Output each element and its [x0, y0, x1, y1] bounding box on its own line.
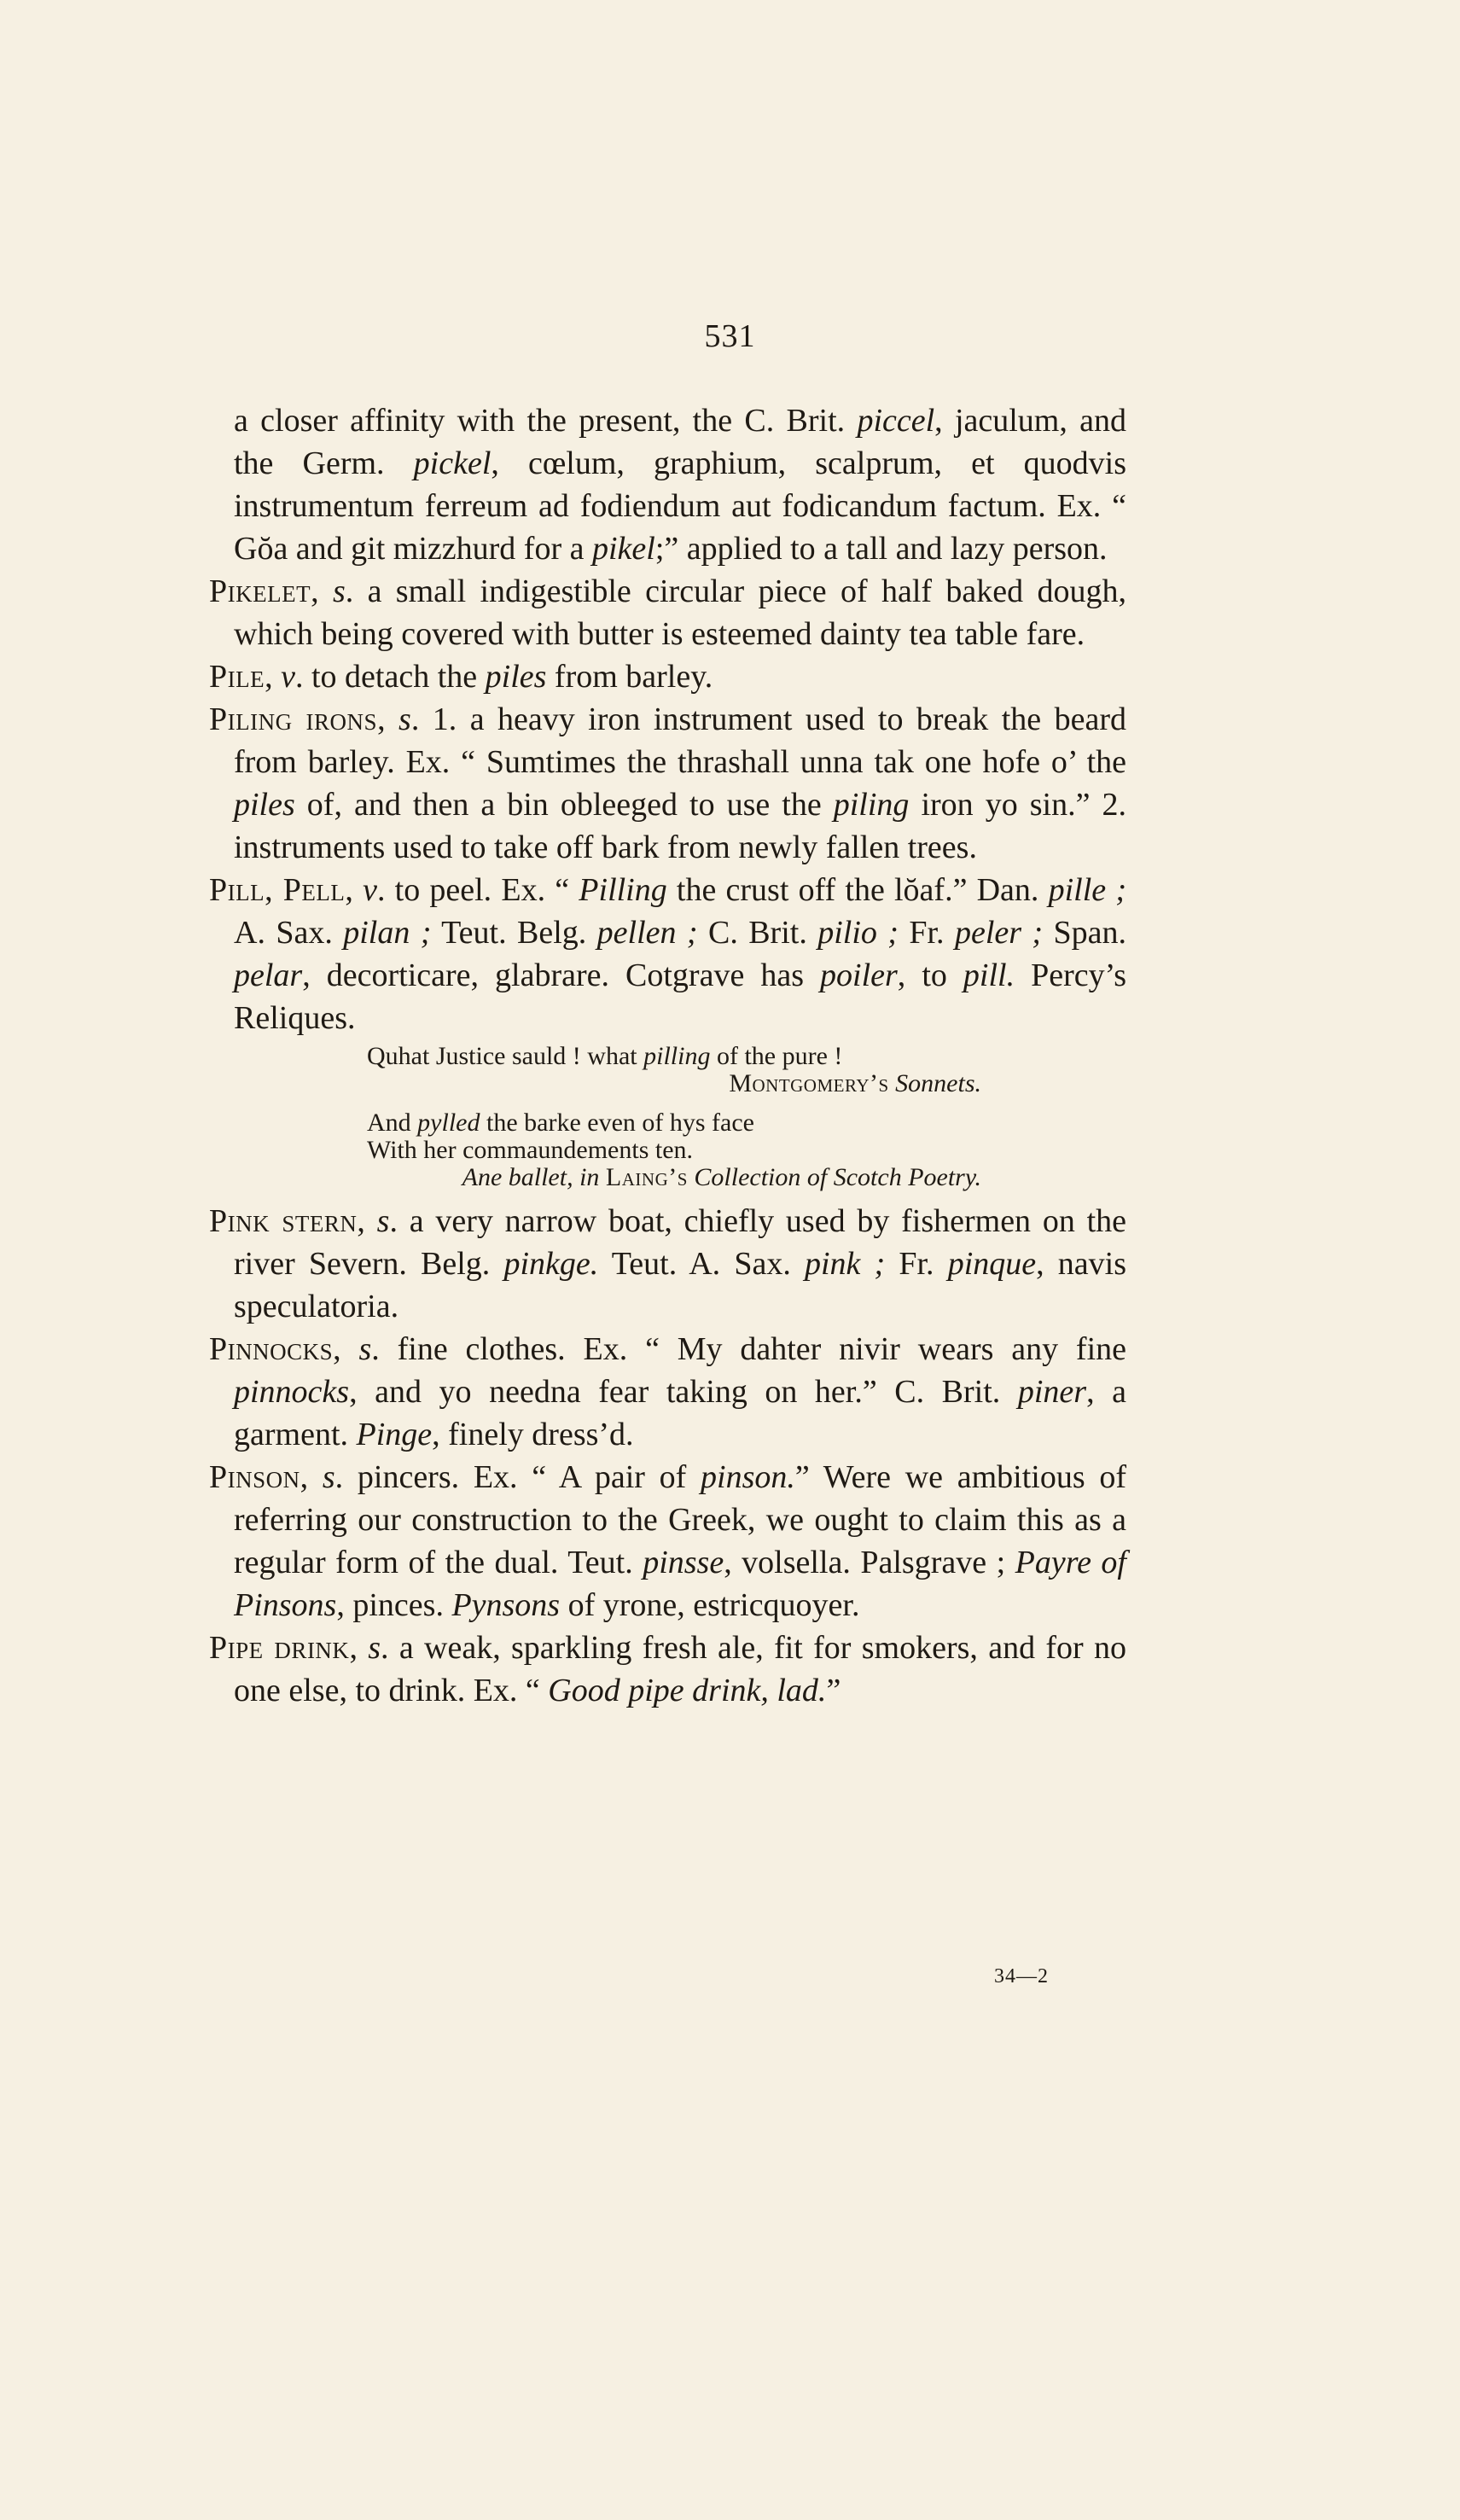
italic-word: Payre of Pinsons — [234, 1545, 1126, 1623]
headword: Pinson — [209, 1459, 300, 1495]
work-title: Collection of Scotch Poetry. — [687, 1163, 981, 1191]
entry-pill-pell — [209, 869, 1126, 1039]
headword: Pinnocks — [209, 1331, 334, 1367]
text-run: the crust off the lŏaf.” Dan. — [666, 872, 1049, 908]
italic-word: pinson. — [701, 1459, 795, 1495]
work-title: Sonnets. — [888, 1069, 981, 1097]
text-run: , and yo needna fear taking on her.” C. Brit. — [349, 1374, 1018, 1410]
text-run: ” Were we ambitious of referring our construction to the Greek, we ought to claim this as a regular form of the dual. Teut. — [234, 1459, 1126, 1580]
italic-word: piccel — [857, 403, 935, 439]
part-of-speech: s — [368, 1630, 381, 1666]
part-of-speech: s — [358, 1331, 372, 1367]
headword: Pink stern — [209, 1203, 358, 1239]
italic-word: pelar — [234, 957, 303, 993]
italic-word: pinque — [947, 1246, 1037, 1282]
part-of-speech: v — [281, 659, 295, 695]
italic-word: pink ; — [804, 1246, 886, 1282]
quote-line: With her commaundements ten. — [367, 1136, 694, 1164]
italic-word: pilio ; — [817, 915, 899, 951]
signature-mark: 34—2 — [994, 1965, 1049, 1987]
author-name: Laing’s — [605, 1163, 688, 1191]
italic-word: piling — [833, 787, 910, 823]
text-run: , — [345, 872, 364, 908]
text-run: the barke even of hys face — [480, 1109, 754, 1137]
text-run: of, and then a bin obleeged to use the — [294, 787, 834, 823]
definition: . a weak, sparkling fresh ale, fit for smokers, and for no one else, to drink. Ex. “ — [234, 1630, 1127, 1708]
part-of-speech: v — [363, 872, 377, 908]
author-name: Montgomery’s — [729, 1069, 889, 1097]
text-run: , cœlum, graphium, scalprum, et quodvis instrumentum ferreum ad fodiendum aut fodicandum factum. Ex. “ Gŏa and git mizzhurd for a — [234, 445, 1126, 567]
text-run: , navis speculatoria. — [234, 1246, 1126, 1324]
text-run: , — [311, 573, 333, 609]
text-run: Span. — [1043, 915, 1126, 951]
text-run: Quhat Justice sauld ! what — [367, 1042, 644, 1070]
italic-word: pickel — [413, 445, 492, 481]
quote-line — [209, 1043, 1126, 1070]
part-of-speech: s — [376, 1203, 390, 1239]
text-run: , — [300, 1459, 323, 1495]
italic-word: piles — [234, 787, 295, 823]
text-run: Teut. A. Sax. — [598, 1246, 805, 1282]
entry-pinnocks — [209, 1328, 1126, 1456]
italic-word: pilan ; — [343, 915, 432, 951]
work-title: Ane ballet, in — [462, 1163, 606, 1191]
headword: Piling irons — [209, 701, 378, 737]
italic-word: pilling — [643, 1042, 711, 1070]
part-of-speech: s — [332, 573, 346, 609]
entry-pink-stern — [209, 1200, 1126, 1328]
text-run: , decorticare, glabrare. Cotgrave has — [302, 957, 821, 993]
quote-attribution — [209, 1164, 1126, 1191]
italic-word: pinsse — [643, 1545, 724, 1580]
text-run: Percy’s Reliques. — [234, 957, 1126, 1036]
italic-word: pille ; — [1048, 872, 1126, 908]
italic-word: peler ; — [954, 915, 1044, 951]
entry-pikelet — [209, 570, 1126, 655]
entry-pipe-drink — [209, 1627, 1126, 1712]
italic-word: pellen ; — [596, 915, 698, 951]
headword: Pipe drink — [209, 1630, 350, 1666]
text-run: And — [367, 1109, 418, 1137]
quotation-montgomery — [209, 1043, 1126, 1191]
text-run: , — [333, 1331, 359, 1367]
headword: Pikelet — [209, 573, 311, 609]
entry-piling-irons — [209, 698, 1126, 869]
text-run: C. Brit. — [697, 915, 818, 951]
text-run: ” — [826, 1673, 841, 1708]
entry-pinson — [209, 1456, 1126, 1627]
italic-word: pinkge. — [503, 1246, 599, 1282]
entry-continuation — [209, 399, 1126, 570]
page-number: 531 — [704, 318, 756, 354]
text-run: , pinces. — [336, 1587, 452, 1623]
definition: . to detach the — [295, 659, 486, 695]
italic-word: piles — [485, 659, 547, 695]
text-run: , a garment. — [234, 1374, 1126, 1452]
text-run: Fr. — [898, 915, 955, 951]
text-run: , to — [897, 957, 963, 993]
quote-line — [209, 1109, 1126, 1137]
italic-word: Pilling — [579, 872, 667, 908]
italic-word: pill. — [963, 957, 1015, 993]
italic-word: pylled — [417, 1109, 480, 1137]
italic-word: pikel — [591, 531, 655, 567]
text-run: a closer affinity with the present, the C. Brit. — [234, 403, 858, 439]
italic-word: Good pipe drink, lad. — [548, 1673, 827, 1708]
text-run: , — [265, 659, 282, 695]
definition: . a very narrow boat, chiefly used by fishermen on the river Severn. Belg. — [234, 1203, 1126, 1282]
text-run: of yrone, estricquoyer. — [560, 1587, 860, 1623]
italic-word: Pinge — [356, 1417, 433, 1452]
text-run: , — [357, 1203, 377, 1239]
text-run: iron yo sin.” 2. instruments used to take off bark from newly fallen trees. — [234, 787, 1126, 865]
text-run: Fr. — [885, 1246, 948, 1282]
text-run: ;” applied to a tall and lazy person. — [654, 531, 1108, 567]
italic-word: poiler — [820, 957, 898, 993]
quote-attribution — [209, 1070, 1126, 1097]
part-of-speech: s — [322, 1459, 335, 1495]
part-of-speech: s — [398, 701, 411, 737]
text-run: of the pure ! — [710, 1042, 843, 1070]
text-run: A. Sax. — [234, 915, 344, 951]
headword: Pile — [209, 659, 265, 695]
definition: . fine clothes. Ex. “ My dahter nivir wears any fine — [371, 1331, 1127, 1367]
text-run: from barley. — [546, 659, 713, 695]
glossary-text — [209, 399, 1126, 1712]
text-run: Teut. Belg. — [431, 915, 597, 951]
entry-pile — [209, 655, 1126, 698]
definition: . pincers. Ex. “ A pair of — [334, 1459, 701, 1495]
text-run: , volsella. Palsgrave ; — [724, 1545, 1015, 1580]
headword: Pill, Pell — [209, 872, 346, 908]
text-run: , — [349, 1630, 369, 1666]
text-run: , finely dress’d. — [432, 1417, 634, 1452]
italic-word: piner — [1017, 1374, 1087, 1410]
italic-word: pinnocks — [234, 1374, 350, 1410]
italic-word: Pynsons — [451, 1587, 561, 1623]
text-run: , jaculum, and the Germ. — [234, 403, 1126, 481]
definition: . a small indigestible circular piece of half baked dough, which being covered with butter is esteemed dainty tea table fare. — [234, 573, 1126, 652]
text-run: , — [377, 701, 399, 737]
definition: . 1. a heavy iron instrument used to break the beard from barley. Ex. “ Sumtimes the thrashall unna tak one hofe o’ the — [234, 701, 1126, 780]
definition: . to peel. Ex. “ — [376, 872, 579, 908]
